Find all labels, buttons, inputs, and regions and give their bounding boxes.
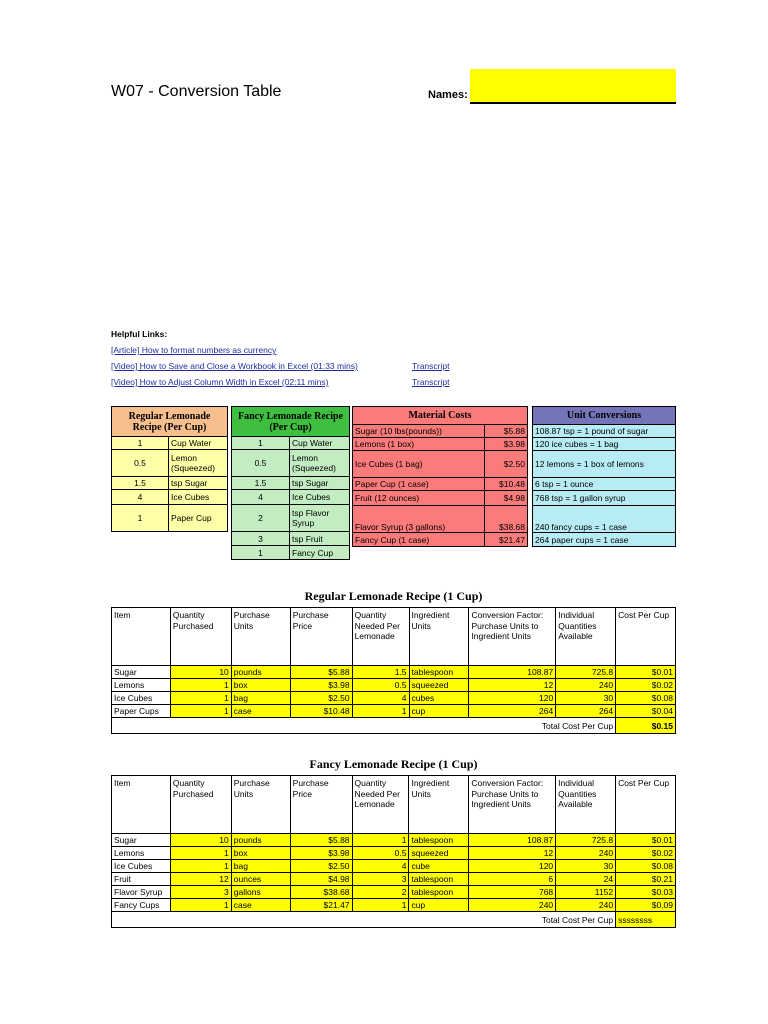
purchase-units-cell[interactable]: case	[231, 899, 290, 912]
conversion-factor-cell[interactable]: 6	[469, 873, 556, 886]
quantity-needed-cell[interactable]: 3	[352, 873, 409, 886]
conversion-factor-cell[interactable]: 12	[469, 679, 556, 692]
unit-conversions-table	[532, 406, 676, 547]
item-cell[interactable]: tsp Fruit	[290, 532, 350, 546]
item-cell[interactable]: Paper Cup	[169, 505, 228, 532]
total-cost-label: Total Cost Per Cup	[112, 912, 616, 928]
material-cost[interactable]: $10.48	[485, 478, 528, 491]
conversion-factor-cell[interactable]: 120	[469, 692, 556, 705]
quantity-needed-cell[interactable]: 0.5	[352, 847, 409, 860]
fancy-recipe-table	[231, 406, 350, 560]
ingredient-units-cell[interactable]: squeezed	[409, 679, 469, 692]
purchase-price-cell[interactable]: $10.48	[290, 705, 352, 718]
link-row	[111, 343, 491, 359]
column-header: Ingredient Units	[409, 776, 469, 834]
column-header: Cost Per Cup	[616, 776, 676, 834]
column-header: Item	[112, 608, 171, 666]
quantity-needed-cell[interactable]: 1	[352, 899, 409, 912]
purchase-units-cell[interactable]: bag	[231, 692, 290, 705]
quantity-purchased-cell[interactable]: 1	[170, 705, 231, 718]
conversion-cell[interactable]: 108.87 tsp = 1 pound of sugar	[533, 425, 676, 438]
purchase-price-cell[interactable]: $5.88	[290, 834, 352, 847]
column-header: Purchase Price	[290, 608, 352, 666]
purchase-units-cell[interactable]: case	[231, 705, 290, 718]
item-cell[interactable]: Lemon (Squeezed)	[290, 450, 350, 477]
names-input-cell[interactable]	[470, 69, 676, 104]
quantities-available-cell[interactable]: 240	[556, 679, 616, 692]
link-row	[111, 359, 491, 375]
material-item[interactable]: Lemons (1 box)	[353, 438, 485, 451]
conversion-cell[interactable]: 6 tsp = 1 ounce	[533, 478, 676, 491]
quantities-available-cell[interactable]: 725.8	[556, 666, 616, 679]
ingredient-units-cell[interactable]: cup	[409, 899, 469, 912]
item-cell[interactable]: Flavor Syrup	[112, 886, 171, 899]
conversion-cell[interactable]: 768 tsp = 1 gallon syrup	[533, 491, 676, 506]
conversion-factor-cell[interactable]: 108.87	[469, 666, 556, 679]
fancy-calc-table	[111, 775, 676, 928]
material-item[interactable]: Ice Cubes (1 bag)	[353, 451, 485, 478]
ingredient-units-cell[interactable]: squeezed	[409, 847, 469, 860]
item-cell[interactable]: Lemons	[112, 847, 171, 860]
qty-cell[interactable]: 1	[112, 505, 169, 532]
helpful-links	[111, 327, 491, 391]
table-row	[112, 860, 676, 873]
material-cost[interactable]: $4.98	[485, 491, 528, 506]
total-cost-value[interactable]: ssssssss	[616, 912, 676, 928]
item-cell[interactable]: Sugar	[112, 666, 171, 679]
purchase-units-cell[interactable]: box	[231, 679, 290, 692]
quantity-purchased-cell[interactable]: 1	[170, 679, 231, 692]
quantity-purchased-cell[interactable]: 3	[170, 886, 231, 899]
link-adjust-column-video[interactable]: [Video] How to Adjust Column Width in Excel (02:11 mins)	[111, 377, 329, 387]
item-cell[interactable]: Cup Water	[290, 437, 350, 450]
column-header: Individual Quantities Available	[556, 608, 616, 666]
table-row	[112, 705, 676, 718]
total-cost-value[interactable]: $0.15	[616, 718, 676, 734]
table-row	[112, 692, 676, 705]
cost-per-cup-cell[interactable]: $0.08	[616, 860, 676, 873]
ingredient-units-cell[interactable]: tablespoon	[409, 886, 469, 899]
column-header: Ingredient Units	[409, 608, 469, 666]
column-header: Individual Quantities Available	[556, 776, 616, 834]
transcript-link[interactable]: Transcript	[412, 377, 450, 387]
purchase-units-cell[interactable]: box	[231, 847, 290, 860]
purchase-price-cell[interactable]: $38.68	[290, 886, 352, 899]
column-header: Purchase Units	[231, 608, 290, 666]
material-item[interactable]: Sugar (10 lbs(pounds))	[353, 425, 485, 438]
conversion-factor-cell[interactable]: 120	[469, 860, 556, 873]
qty-cell[interactable]: 2	[232, 505, 290, 532]
column-header: Cost Per Cup	[616, 608, 676, 666]
fancy-recipe-title: Fancy Lemonade Recipe (Per Cup)	[232, 407, 350, 437]
quantity-needed-cell[interactable]: 1	[352, 834, 409, 847]
column-header: Quantity Purchased	[170, 776, 231, 834]
qty-cell[interactable]: 4	[232, 490, 290, 505]
names-label: Names:	[428, 89, 468, 101]
material-item[interactable]: Paper Cup (1 case)	[353, 478, 485, 491]
material-cost[interactable]: $38.68	[485, 506, 528, 533]
link-row	[111, 375, 491, 391]
item-cell[interactable]: Paper Cups	[112, 705, 171, 718]
ingredient-units-cell[interactable]: tablespoon	[409, 666, 469, 679]
conversion-cell[interactable]: 264 paper cups = 1 case	[533, 533, 676, 547]
quantity-needed-cell[interactable]: 2	[352, 886, 409, 899]
quantity-purchased-cell[interactable]: 1	[170, 847, 231, 860]
material-cost[interactable]: $5.88	[485, 425, 528, 438]
qty-cell[interactable]: 4	[112, 490, 169, 505]
quantity-purchased-cell[interactable]: 1	[170, 899, 231, 912]
page-title: W07 - Conversion Table	[111, 83, 282, 100]
conversion-factor-cell[interactable]: 264	[469, 705, 556, 718]
conversion-cell[interactable]: 240 fancy cups = 1 case	[533, 506, 676, 533]
purchase-units-cell[interactable]: pounds	[231, 834, 290, 847]
regular-recipe-title: Regular Lemonade Recipe (Per Cup)	[112, 407, 228, 437]
qty-cell[interactable]: 0.5	[232, 450, 290, 477]
purchase-price-cell[interactable]: $21.47	[290, 899, 352, 912]
purchase-price-cell[interactable]: $3.98	[290, 847, 352, 860]
item-cell[interactable]: Ice Cubes	[169, 490, 228, 505]
cost-per-cup-cell[interactable]: $0.03	[616, 886, 676, 899]
material-item[interactable]: Flavor Syrup (3 gallons)	[353, 506, 485, 533]
qty-cell[interactable]: 1	[232, 437, 290, 450]
quantities-available-cell[interactable]: 24	[556, 873, 616, 886]
item-cell[interactable]: Ice Cubes	[112, 860, 171, 873]
ingredient-units-cell[interactable]: cup	[409, 705, 469, 718]
item-cell[interactable]: Fancy Cups	[112, 899, 171, 912]
quantities-available-cell[interactable]: 264	[556, 705, 616, 718]
helpful-links-heading: Helpful Links:	[111, 329, 168, 339]
table-row	[112, 899, 676, 912]
unit-conversions-title: Unit Conversions	[533, 407, 676, 425]
material-costs-table	[352, 406, 528, 547]
item-cell[interactable]: Ice Cubes	[290, 490, 350, 505]
quantities-available-cell[interactable]: 240	[556, 899, 616, 912]
material-cost[interactable]: $21.47	[485, 533, 528, 547]
quantity-purchased-cell[interactable]: 10	[170, 834, 231, 847]
item-cell[interactable]: Fancy Cup	[290, 546, 350, 560]
purchase-units-cell[interactable]: gallons	[231, 886, 290, 899]
purchase-price-cell[interactable]: $5.88	[290, 666, 352, 679]
qty-cell[interactable]: 0.5	[112, 450, 169, 477]
quantity-purchased-cell[interactable]: 10	[170, 666, 231, 679]
material-cost[interactable]: $3.98	[485, 438, 528, 451]
column-header: Purchase Price	[290, 776, 352, 834]
column-header: Conversion Factor: Purchase Units to Ingredient Units	[469, 608, 556, 666]
quantity-needed-cell[interactable]: 1.5	[352, 666, 409, 679]
cost-per-cup-cell[interactable]: $0.01	[616, 834, 676, 847]
material-costs-title: Material Costs	[353, 407, 528, 425]
table-row	[112, 834, 676, 847]
conversion-cell[interactable]: 120 ice cubes = 1 bag	[533, 438, 676, 451]
ingredient-units-cell[interactable]: tablespoon	[409, 834, 469, 847]
cost-per-cup-cell[interactable]: $0.21	[616, 873, 676, 886]
material-item[interactable]: Fancy Cup (1 case)	[353, 533, 485, 547]
quantities-available-cell[interactable]: 1152	[556, 886, 616, 899]
qty-cell[interactable]: 1.5	[232, 477, 290, 490]
conversion-factor-cell[interactable]: 768	[469, 886, 556, 899]
transcript-link[interactable]: Transcript	[412, 361, 450, 371]
regular-recipe-table	[111, 406, 228, 532]
purchase-units-cell[interactable]: ounces	[231, 873, 290, 886]
item-cell[interactable]: tsp Sugar	[290, 477, 350, 490]
item-cell[interactable]: Ice Cubes	[112, 692, 171, 705]
qty-cell[interactable]: 1	[232, 546, 290, 560]
item-cell[interactable]: Lemon (Squeezed)	[169, 450, 228, 477]
quantity-purchased-cell[interactable]: 1	[170, 860, 231, 873]
column-header: Quantity Needed Per Lemonade	[352, 608, 409, 666]
column-header: Quantity Needed Per Lemonade	[352, 776, 409, 834]
ingredient-units-cell[interactable]: tablespoon	[409, 873, 469, 886]
purchase-price-cell[interactable]: $4.98	[290, 873, 352, 886]
quantity-needed-cell[interactable]: 4	[352, 860, 409, 873]
regular-calc-title: Regular Lemonade Recipe (1 Cup)	[304, 589, 483, 603]
quantity-needed-cell[interactable]: 4	[352, 692, 409, 705]
regular-calc-table	[111, 607, 676, 734]
column-header: Quantity Purchased	[170, 608, 231, 666]
qty-cell[interactable]: 1.5	[112, 477, 169, 490]
conversion-factor-cell[interactable]: 240	[469, 899, 556, 912]
link-save-close-video[interactable]: [Video] How to Save and Close a Workbook in Excel (01:33 mins)	[111, 361, 358, 371]
cost-per-cup-cell[interactable]: $0.08	[616, 692, 676, 705]
table-row	[112, 666, 676, 679]
table-row	[112, 679, 676, 692]
item-cell[interactable]: Fruit	[112, 873, 171, 886]
purchase-price-cell[interactable]: $2.50	[290, 860, 352, 873]
item-cell[interactable]: Lemons	[112, 679, 171, 692]
purchase-units-cell[interactable]: bag	[231, 860, 290, 873]
table-row	[112, 847, 676, 860]
conversion-factor-cell[interactable]: 108.87	[469, 834, 556, 847]
table-row	[112, 873, 676, 886]
purchase-units-cell[interactable]: pounds	[231, 666, 290, 679]
conversion-cell[interactable]: 12 lemons = 1 box of lemons	[533, 451, 676, 478]
quantity-purchased-cell[interactable]: 12	[170, 873, 231, 886]
cost-per-cup-cell[interactable]: $0.09	[616, 899, 676, 912]
item-cell[interactable]: Sugar	[112, 834, 171, 847]
cost-per-cup-cell[interactable]: $0.01	[616, 666, 676, 679]
column-header: Conversion Factor: Purchase Units to Ingredient Units	[469, 776, 556, 834]
ingredient-units-cell[interactable]: cube	[409, 860, 469, 873]
item-cell[interactable]: tsp Sugar	[169, 477, 228, 490]
quantities-available-cell[interactable]: 30	[556, 692, 616, 705]
quantities-available-cell[interactable]: 725.8	[556, 834, 616, 847]
qty-cell[interactable]: 1	[112, 437, 169, 450]
cost-per-cup-cell[interactable]: $0.04	[616, 705, 676, 718]
material-item[interactable]: Fruit (12 ounces)	[353, 491, 485, 506]
quantities-available-cell[interactable]: 240	[556, 847, 616, 860]
quantity-purchased-cell[interactable]: 1	[170, 692, 231, 705]
cost-per-cup-cell[interactable]: $0.02	[616, 679, 676, 692]
column-header: Purchase Units	[231, 776, 290, 834]
cost-per-cup-cell[interactable]: $0.02	[616, 847, 676, 860]
table-row	[112, 886, 676, 899]
quantities-available-cell[interactable]: 30	[556, 860, 616, 873]
link-format-currency[interactable]: [Article] How to format numbers as currency	[111, 345, 277, 355]
quantity-needed-cell[interactable]: 0.5	[352, 679, 409, 692]
ingredient-units-cell[interactable]: cubes	[409, 692, 469, 705]
total-cost-label: Total Cost Per Cup	[112, 718, 616, 734]
item-cell[interactable]: tsp Flavor Syrup	[290, 505, 350, 532]
quantity-needed-cell[interactable]: 1	[352, 705, 409, 718]
conversion-factor-cell[interactable]: 12	[469, 847, 556, 860]
item-cell[interactable]: Cup Water	[169, 437, 228, 450]
fancy-calc-title: Fancy Lemonade Recipe (1 Cup)	[309, 757, 478, 771]
purchase-price-cell[interactable]: $3.98	[290, 679, 352, 692]
column-header: Item	[112, 776, 171, 834]
purchase-price-cell[interactable]: $2.50	[290, 692, 352, 705]
qty-cell[interactable]: 3	[232, 532, 290, 546]
material-cost[interactable]: $2.50	[485, 451, 528, 478]
